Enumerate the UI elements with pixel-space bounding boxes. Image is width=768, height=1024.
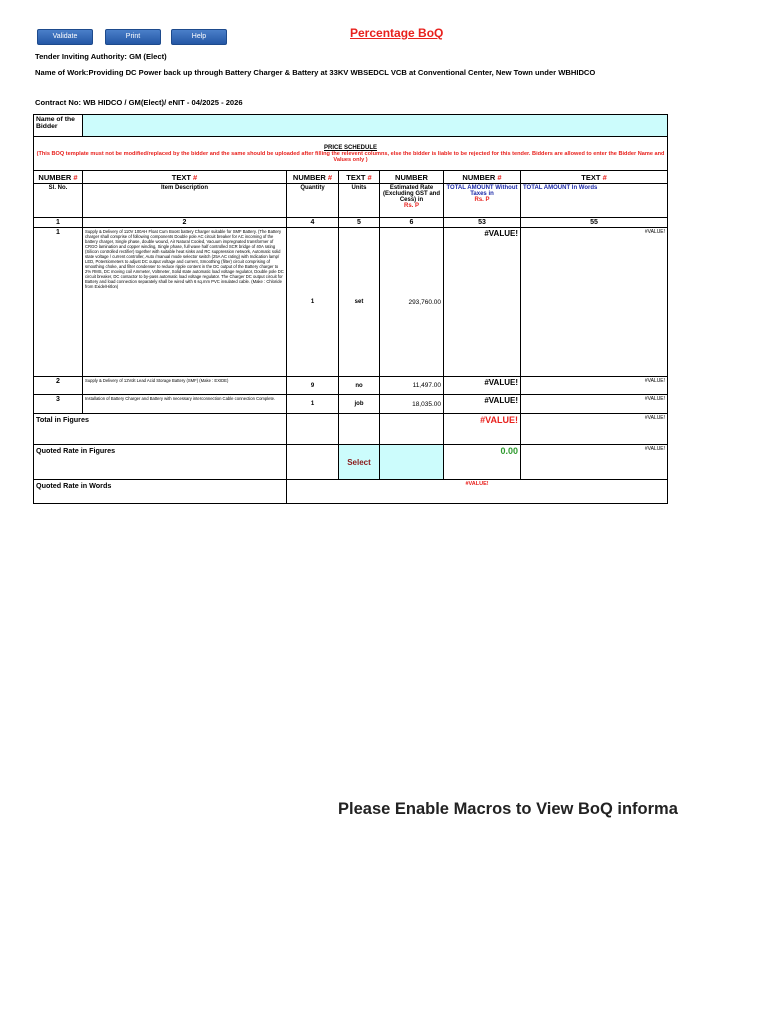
quoted-rate-words-row [34,480,668,504]
type-cell: TEXT # [521,171,668,184]
price-schedule-notice: (This BOQ template must not be modified/replaced by the bidder and the same should be uploaded after filling the relevent columns, else the bidder is liable to be rejected for this tender. Bidders are allowed to enter the Bidder Name and Values only ) [36,150,665,163]
item-sl: 1 [34,228,83,377]
col-header-words: TOTAL AMOUNT In Words [521,184,668,218]
col-number: 2 [83,218,287,228]
page-title: Percentage BoQ [350,26,444,40]
quoted-rate-figures-row [34,445,668,480]
bidder-name-input[interactable] [83,115,668,137]
boq-table [33,114,668,504]
bidder-row [34,115,668,137]
item-total: #VALUE! [444,228,521,377]
column-number-row [34,218,668,228]
macro-notice: Please Enable Macros to View BoQ informa [338,800,678,818]
contract-number: Contract No: WB HIDCO / GM(Elect)/ eNIT - 04/2025 - 2026 [35,98,243,107]
quoted-rate-select[interactable]: Select [339,445,380,480]
col-header-total: TOTAL AMOUNT Without Taxes in Rs. P [444,184,521,218]
validate-button[interactable]: Validate [37,29,93,45]
item-rate: 18,035.00 [380,395,444,414]
col-header-sl: Sl. No. [34,184,83,218]
item-quantity: 9 [287,377,339,395]
item-words: #VALUE! [521,395,668,414]
total-figures-words: #VALUE! [521,414,668,445]
item-description: Installation of Battery Charger and Battery with necessary interconnection Cable connection Complete. [83,395,287,414]
item-rate: 293,760.00 [380,228,444,377]
col-number: 1 [34,218,83,228]
quoted-rate-input[interactable] [380,445,444,480]
price-schedule-row [34,137,668,171]
type-cell: TEXT # [83,171,287,184]
name-of-work: Name of Work:Providing DC Power back up through Battery Charger & Battery at 33KV WBSEDCL VCB at Conventional Center, New Town under WBHIDCO [35,68,596,77]
col-header-units: Units [339,184,380,218]
item-total: #VALUE! [444,395,521,414]
type-cell: NUMBER # [34,171,83,184]
table-row [34,395,668,414]
col-header-desc: Item Description [83,184,287,218]
type-cell: TEXT # [339,171,380,184]
quoted-rate-figures-label: Quoted Rate in Figures [34,445,287,480]
col-number: 5 [339,218,380,228]
help-button[interactable]: Help [171,29,227,45]
type-cell: NUMBER # [287,171,339,184]
total-figures-row [34,414,668,445]
column-header-row [34,184,668,218]
tender-inviting-authority: Tender Inviting Authority: GM (Elect) [35,52,167,61]
item-total: #VALUE! [444,377,521,395]
bidder-label: Name of the Bidder [34,115,83,137]
item-words: #VALUE! [521,228,668,377]
total-figures-value: #VALUE! [444,414,521,445]
quoted-rate-words-value: #VALUE! [287,480,668,504]
col-number: 53 [444,218,521,228]
item-sl: 3 [34,395,83,414]
item-quantity: 1 [287,228,339,377]
quoted-rate-figures-words: #VALUE! [521,445,668,480]
type-row [34,171,668,184]
type-cell: NUMBER [380,171,444,184]
item-units: no [339,377,380,395]
item-units: job [339,395,380,414]
table-row [34,228,668,377]
quoted-rate-value: 0.00 [444,445,521,480]
item-quantity: 1 [287,395,339,414]
type-cell: NUMBER # [444,171,521,184]
item-description: Supply & Delivery of 110V 100AH Float Cum Boost battery Charger suitable for SMF Battery. (The Battery charger shall comprise of following components Double pole AC circuit breaker for AC incoming of the battery charger, Single phase, double wound, Air Natural Cooled, Vacuum impregnated transformer of CRGO lamination and copper winding, Single phase, full wave half controlled SCR bridge of 40A rating (Silicon controlled rectifier) together with suitable heat sinks and RC suppression network, Automatic solid state voltage / current controller, Auto /manual mode selector switch (25A AC rating) with Indication lamp/ LED, Potentiometers to adjust DC output voltage and current, Smoothing (filter) circuit comprising of smoothing choke, and filter condenser to reduce ripple content in the DC output of the Battery charger to 2% RMS, DC moving coil Ammeter, Voltmeter, Solid state automatic load voltage regulator, Double pole DC circuit breaker, DC contactor to by-pass automatic load voltage regulator. The Charger DC output circuit for Battery and load connection separately shall be wired with 6 sq.mm PVC insulated cable. (Make : Chloride from Exide/Hitlon) [83,228,287,377]
item-rate: 11,497.00 [380,377,444,395]
item-sl: 2 [34,377,83,395]
price-schedule-title: PRICE SCHEDULE [324,144,378,151]
item-words: #VALUE! [521,377,668,395]
quoted-rate-words-label: Quoted Rate in Words [34,480,287,504]
item-description: Supply & Delivery of 12Volt Lead Acid Storage Battery (SMF) (Make : EXIDE) [83,377,287,395]
item-units: set [339,228,380,377]
col-number: 4 [287,218,339,228]
col-header-rate: Estimated Rate (Excluding GST and Cess) in Rs. P [380,184,444,218]
col-number: 6 [380,218,444,228]
total-figures-label: Total in Figures [34,414,287,445]
col-number: 55 [521,218,668,228]
table-row [34,377,668,395]
col-header-qty: Quantity [287,184,339,218]
print-button[interactable]: Print [105,29,161,45]
